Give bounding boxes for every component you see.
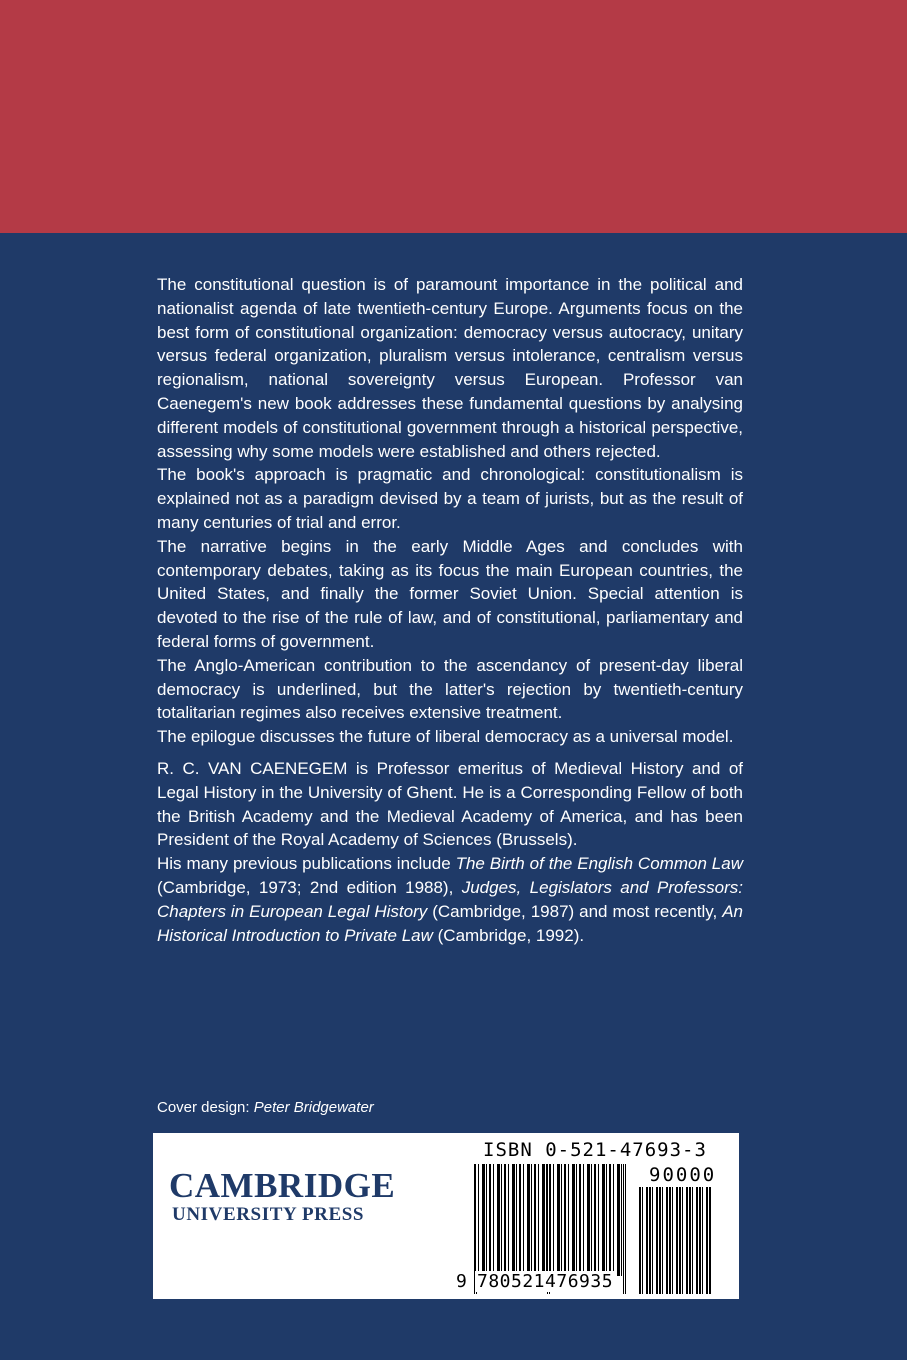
publication-title-3: An Historical Introduction to Private Law bbox=[157, 901, 743, 945]
publisher-name: CAMBRIDGE bbox=[169, 1166, 396, 1205]
ean-first-digit: 9 bbox=[456, 1271, 467, 1292]
publication-detail-1: (Cambridge, 1973; 2nd edition 1988), bbox=[157, 877, 462, 897]
ean-digits: 780521476935 bbox=[477, 1271, 614, 1292]
blurb-paragraph-3: The narrative begins in the early Middle Ages and concludes with contemporary debates, taking as its focus the main European countries, the United States, and finally the former Soviet Union. Special attention is devoted to the rise of the rule of law, and of constitutional, parliamentary and federal forms of government. bbox=[157, 536, 743, 651]
credit-label: Cover design: bbox=[157, 1099, 254, 1116]
blurb-paragraph-1: The constitutional question is of paramount importance in the political and nationalist agenda of late twentieth-century Europe. Arguments focus on the best form of constitutional organization: democracy versus autocracy, unitary versus federal organization, pluralism versus intolerance, centralism versus regionalism, national sovereignty versus European. Professor van Caenegem's new book addresses these fundamental questions by analysing different models of constitutional government through a historical perspective, assessing why some models were established and others rejected. bbox=[157, 275, 743, 461]
author-publications bbox=[157, 852, 743, 947]
blurb-paragraph-5: The epilogue discusses the future of liberal democracy as a universal model. bbox=[157, 727, 734, 747]
price-code: 90000 bbox=[649, 1164, 717, 1186]
publisher-barcode-panel bbox=[153, 1133, 739, 1299]
blurb-paragraph-4: The Anglo-American contribution to the ascendancy of present-day liberal democracy is underlined, but the latter's rejection by twentieth-century totalitarian regimes also receives extensive treatment. bbox=[157, 655, 743, 723]
publisher-logo bbox=[169, 1167, 409, 1226]
cover-design-credit bbox=[157, 1098, 374, 1118]
isbn-number: ISBN 0-521-47693-3 bbox=[483, 1139, 707, 1161]
publication-detail-3: (Cambridge, 1992). bbox=[432, 925, 585, 945]
publication-title-1: The Birth of the English Common Law bbox=[455, 854, 743, 874]
publication-detail-2: (Cambridge, 1987) and most recently, bbox=[427, 901, 723, 921]
barcode-guard-right bbox=[623, 1164, 626, 1294]
blurb-text bbox=[157, 273, 743, 947]
barcode-addon-bars bbox=[639, 1187, 711, 1294]
publisher-subname: UNIVERSITY PRESS bbox=[172, 1204, 365, 1225]
blurb-paragraph-2: The book's approach is pragmatic and chronological: constitutionalism is explained not as a paradigm devised by a team of jurists, but as the result of many centuries of trial and error. bbox=[157, 465, 743, 532]
publication-title-2: Judges, Legislators and Professors: Chapters in European Legal History bbox=[157, 877, 743, 921]
author-bio: R. C. VAN CAENEGEM is Professor emeritus of Medieval History and of Legal History in the University of Ghent. He is a Corresponding Fellow of both the British Academy and the Medieval Academy of America, and has been President of the Royal Academy of Sciences (Brussels). bbox=[157, 758, 743, 850]
barcode-bars bbox=[474, 1164, 626, 1276]
publications-intro: His many previous publications include bbox=[157, 854, 456, 874]
credit-designer: Peter Bridgewater bbox=[253, 1099, 374, 1116]
top-color-band bbox=[0, 0, 907, 233]
